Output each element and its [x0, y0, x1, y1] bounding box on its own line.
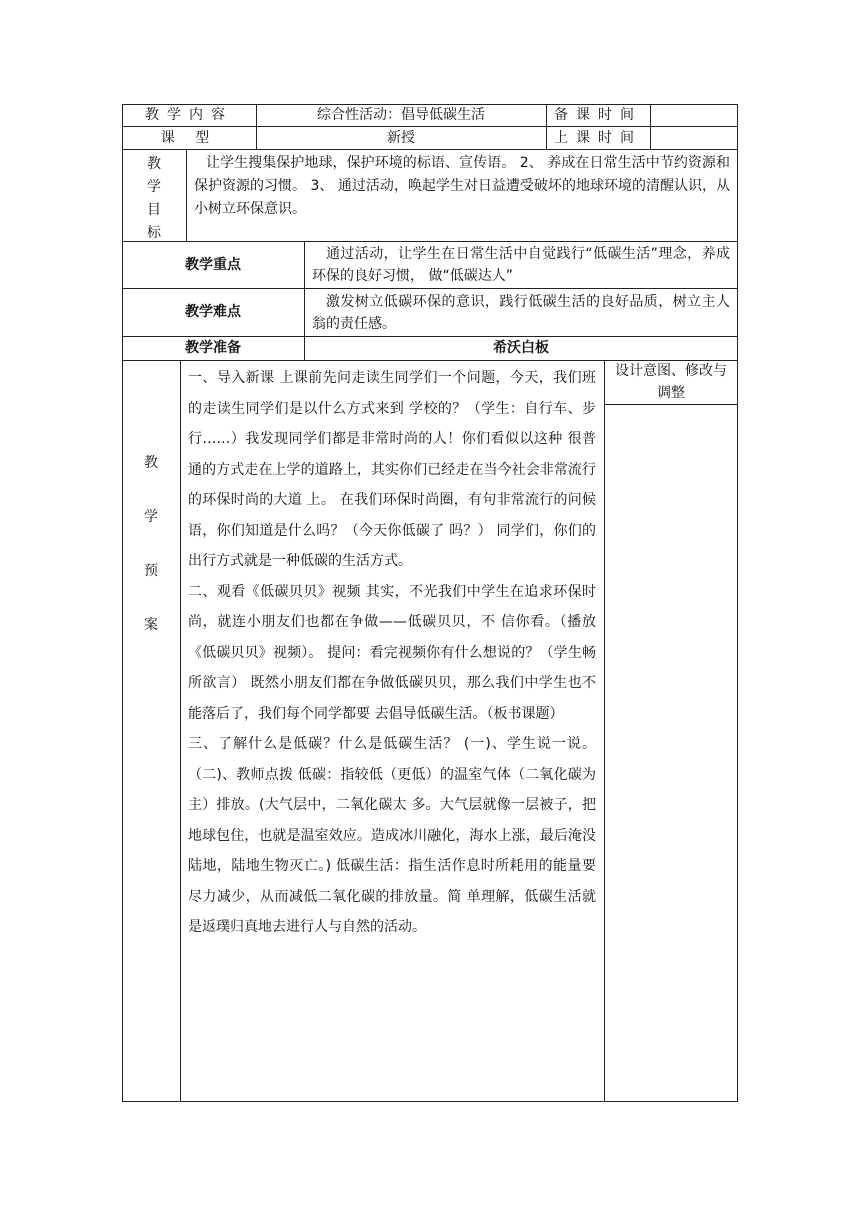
- objectives-text: 让学生搜集保护地球，保护环境的标语、宣传语。 2、 养成在日常生活中节约资源和保护资源的习惯。 3、 通过活动，唤起学生对日益遭受破坏的地球环境的清醒认识，从小树立环保意识。: [194, 155, 730, 217]
- lesson-plan-table: [122, 104, 738, 1102]
- difficulty-text: 激发树立低碳环保的意识，践行低碳生活的良好品质，树立主人翁的责任感。: [312, 294, 730, 332]
- row-divider: [122, 241, 738, 242]
- col-divider: [304, 288, 305, 337]
- plan-label-char: 预: [144, 563, 158, 579]
- plan-section-intro: 一、导入新课 上课前先问走读生同学们一个问题，今天，我们班的走读生同学们是以什么方式来到 学校的？（学生：自行车、步行……）我发现同学们都是非常时尚的人！你们看似以这种 很普通的方式走在上学的道路上，其实你们已经走在当今社会非常流行的环保时尚的大道 上。 在我们环保时尚圈，有句非常流行的问候语，你们知道是什么吗？（今天你低碳了 吗？） 同学们，你们的出行方式就是一种低碳的生活方式。: [188, 370, 596, 569]
- plan-label-char: 案: [144, 617, 158, 633]
- plan-body: [188, 363, 596, 943]
- key-point-text: 通过活动，让学生在日常生活中自觉践行“低碳生活”理念，养成环保的良好习惯， 做“低碳达人”: [312, 246, 730, 284]
- col-divider: [180, 360, 181, 1102]
- table-border-bottom: [122, 1101, 738, 1102]
- row-divider: [122, 149, 738, 150]
- difficulty-label: 教学难点: [185, 304, 241, 320]
- side-header-divider: [604, 404, 738, 405]
- class-time-label: 上课时间: [554, 130, 642, 146]
- key-point-label: 教学重点: [185, 257, 241, 273]
- row-divider: [122, 126, 738, 127]
- objectives-label-char: 标: [147, 225, 161, 241]
- plan-label: [122, 450, 180, 639]
- objectives-label-char: 目: [147, 202, 161, 218]
- table-border-right: [737, 104, 738, 1102]
- plan-side-header: 设计意图、修改与调整: [615, 363, 727, 401]
- col-divider: [186, 149, 187, 242]
- preparation-label: 教学准备: [185, 340, 241, 356]
- preparation-value: 希沃白板: [493, 340, 549, 356]
- col-divider: [304, 241, 305, 289]
- plan-section-video: 二、观看《低碳贝贝》视频 其实，不光我们中学生在追求环保时尚，就连小朋友们也都在争做——低碳贝贝，不 信你看。（播放《低碳贝贝》视频）。 提问：看完视频你有什么想说的？（学生畅所欲言） 既然小朋友们都在争做低碳贝贝，那么我们中学生也不能落后了，我们每个同学都要 去倡导低碳生活。（板书课题）: [188, 583, 596, 722]
- col-divider: [604, 360, 605, 1102]
- prep-time-label: 备课时间: [554, 107, 642, 123]
- type-value: 新授: [387, 130, 415, 146]
- plan-label-char: 教: [144, 455, 158, 471]
- content-value: 综合性活动：倡导低碳生活: [317, 107, 485, 123]
- objectives-label-char: 教: [147, 156, 161, 172]
- plan-label-char: 学: [144, 509, 158, 525]
- type-label: 课 型: [160, 130, 218, 146]
- col-divider: [650, 104, 651, 150]
- objectives-label: [122, 153, 186, 245]
- objectives-label-char: 学: [147, 179, 161, 195]
- row-divider: [122, 288, 738, 289]
- content-label: 教学内容: [145, 107, 233, 123]
- row-divider: [122, 336, 738, 337]
- plan-section-concept: 三、了解什么是低碳？什么是低碳生活？ (一)、学生说一说。（二)、教师点拨 低碳：指较低（更低）的温室气体（二氧化碳为主）排放。(大气层中，二氧化碳太 多。大气层就像一层被子，把地球包住，也就是温室效应。造成冰川融化，海水上涨，最后淹没陆地，陆地生物灭亡。) 低碳生活：指生活作息时所耗用的能量要尽力减少，从而减低二氧化碳的排放量。简 单理解，低碳生活就是返璞归真地去进行人与自然的活动。: [188, 736, 596, 935]
